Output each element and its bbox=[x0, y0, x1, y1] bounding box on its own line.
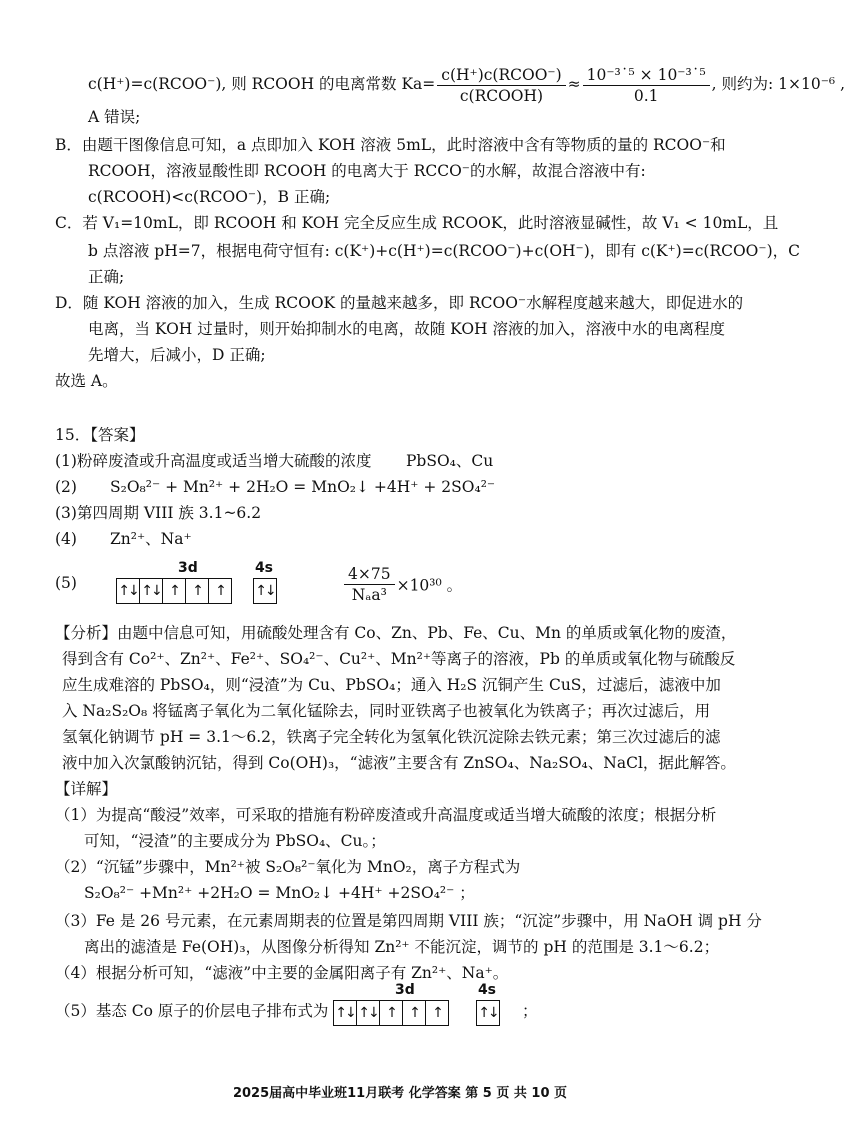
orbital-3d-label: 3d bbox=[178, 560, 198, 576]
answer-1-products: PbSO₄、Cu bbox=[406, 452, 494, 470]
detail-orbital-3d-box: ↑ bbox=[432, 1005, 442, 1021]
analysis-line2: 得到含有 Co²⁺、Zn²⁺、Fe²⁺、SO₄²⁻、Cu²⁺、Mn²⁺等离子的溶液，Pb 的单质或氧化物与硫酸反 bbox=[62, 650, 736, 668]
answer-5-label: (5) bbox=[55, 574, 77, 592]
answer-2-equation: S₂O₈²⁻ + Mn²⁺ + 2H₂O = MnO₂↓ +4H⁺ + 2SO₄²⁻ bbox=[110, 478, 496, 496]
density-multiplier: ×10³⁰ 。 bbox=[396, 576, 463, 595]
answer-3: (3)第四周期 VIII 族 3.1~6.2 bbox=[55, 504, 262, 522]
detail-4: （4）根据分析可知，“滤液”中主要的金属阳离子有 Zn²⁺、Na⁺。 bbox=[55, 964, 509, 982]
orbital-4s-boxes bbox=[253, 578, 277, 604]
detail-1b: 可知，“浸渣”的主要成分为 PbSO₄、Cu。； bbox=[84, 832, 386, 850]
orbital-3d-boxes bbox=[116, 578, 232, 604]
answer-4-ions: Zn²⁺、Na⁺ bbox=[110, 530, 192, 548]
ka-fraction bbox=[437, 65, 565, 106]
option-d-line2: 电离，当 KOH 过量时，则开始抑制水的电离，故随 KOH 溶液的加入，溶液中水的电离程度 bbox=[88, 320, 725, 338]
analysis-line6: 液中加入次氯酸钠沉钴，得到 Co(OH)₃，“滤液”主要含有 ZnSO₄、Na₂SO₄、NaCl，据此解答。 bbox=[62, 754, 736, 772]
ka-result-text: , 则约为: 1×10⁻⁶ , bbox=[711, 75, 845, 93]
density-numerator: 4×75 bbox=[344, 564, 395, 585]
analysis-line4: 入 Na₂S₂O₈ 将锰离子氧化为二氧化锰除去，同时亚铁离子也被氧化为铁离子；再次过滤后，用 bbox=[62, 702, 711, 720]
orbital-3d-box: ↑ bbox=[186, 579, 209, 603]
option-b-line3: c(RCOOH)<c(RCOO⁻)，B 正确; bbox=[88, 188, 331, 206]
option-d-line3: 先增大，后减小，D 正确; bbox=[88, 346, 266, 364]
answer-4-label: (4) bbox=[55, 530, 77, 548]
q15-header: 15．【答案】 bbox=[55, 426, 145, 444]
detail-5-end: ； bbox=[522, 1002, 538, 1020]
detail-orbital-3d-box: ↑ bbox=[403, 1001, 426, 1025]
orbital-3d-group bbox=[116, 560, 232, 604]
orbital-3d-box: ↑↓ bbox=[117, 579, 140, 603]
detail-orbital-3d-box: ↑ bbox=[380, 1001, 403, 1025]
answer-5-density bbox=[342, 564, 462, 605]
ka-intro-text: c(H⁺)=c(RCOO⁻), 则 RCOOH 的电离常数 Ka= bbox=[88, 75, 436, 93]
analysis-line1: 【分析】由题中信息可知，用硫酸处理含有 Co、Zn、Pb、Fe、Cu、Mn 的单质或氧化物的废渣， bbox=[55, 624, 737, 642]
density-denominator: Nₐa³ bbox=[351, 586, 387, 604]
option-a-verdict: A 错误; bbox=[88, 108, 141, 126]
option-c-line1: C．若 V₁=10mL，即 RCOOH 和 KOH 完全反应生成 RCOOK，此时溶液显碱性，故 V₁ < 10mL，且 bbox=[55, 214, 779, 232]
answer-5-orbital-diagram bbox=[116, 560, 277, 604]
ka-denominator: c(RCOOH) bbox=[459, 86, 544, 105]
ka-value-denominator: 0.1 bbox=[633, 86, 659, 105]
choose-answer: 故选 A。 bbox=[55, 372, 118, 390]
option-b-line1: B．由题干图像信息可知，a 点即加入 KOH 溶液 5mL，此时溶液中含有等物质的量的 RCOO⁻和 bbox=[55, 136, 726, 154]
detail-header: 【详解】 bbox=[55, 780, 118, 798]
detail-5-text: （5）基态 Co 原子的价层电子排布式为 bbox=[55, 1002, 329, 1020]
orbital-4s-group bbox=[253, 560, 277, 604]
detail-orbital-3d-box: ↑↓ bbox=[334, 1001, 357, 1025]
analysis-line3: 应生成难溶的 PbSO₄，则“浸渣”为 Cu、PbSO₄；通入 H₂S 沉铜产生 CuS，过滤后，滤液中加 bbox=[62, 676, 721, 694]
ka-numerator: c(H⁺)c(RCOO⁻) bbox=[437, 65, 565, 86]
analysis-line5: 氢氧化钠调节 pH = 3.1～6.2，铁离子完全转化为氢氧化铁沉淀除去铁元素；第三次过滤后的滤 bbox=[62, 728, 721, 746]
option-c-line3: 正确; bbox=[88, 268, 125, 286]
detail-orbital-4s-group bbox=[476, 982, 500, 1026]
ka-expression-line bbox=[88, 62, 845, 106]
detail-orbital-3d-boxes bbox=[333, 1000, 449, 1026]
ka-value-fraction bbox=[583, 65, 710, 106]
detail-orbital-4s-box: ↑↓ bbox=[478, 1005, 498, 1021]
orbital-4s-box: ↑↓ bbox=[255, 583, 275, 599]
orbital-4s-label: 4s bbox=[254, 560, 274, 576]
page-footer: 2025届高中毕业班11月联考 化学答案 第 5 页 共 10 页 bbox=[232, 1086, 568, 1101]
answer-2-label: (2) bbox=[55, 478, 77, 496]
detail-orbital-4s-label: 4s bbox=[477, 982, 497, 998]
detail-orbital-3d-group bbox=[333, 982, 449, 1026]
detail-orbital-4s-boxes bbox=[476, 1000, 500, 1026]
detail-3a: （3）Fe 是 26 号元素，在元素周期表的位置是第四周期 VIII 族；“沉淀”步骤中，用 NaOH 调 pH 分 bbox=[55, 912, 762, 930]
detail-orbital-3d-label: 3d bbox=[395, 982, 415, 998]
detail-5-orbital-diagram bbox=[333, 982, 500, 1026]
ka-value-numerator: 10⁻³˙⁵ × 10⁻³˙⁵ bbox=[583, 65, 710, 86]
density-fraction bbox=[344, 564, 395, 605]
orbital-3d-box: ↑ bbox=[215, 583, 225, 599]
detail-3b: 离出的滤渣是 Fe(OH)₃，从图像分析得知 Zn²⁺ 不能沉淀，调节的 pH 的范围是 3.1～6.2； bbox=[84, 938, 720, 956]
option-c-line2: b 点溶液 pH=7，根据电荷守恒有: c(K⁺)+c(H⁺)=c(RCOO⁻)+c(OH⁻)，即有 c(K⁺)=c(RCOO⁻)，C bbox=[88, 242, 800, 260]
detail-2a: （2）“沉锰”步骤中，Mn²⁺被 S₂O₈²⁻氧化为 MnO₂，离子方程式为 bbox=[55, 858, 521, 876]
option-b-line2: RCOOH，溶液显酸性即 RCOOH 的电离大于 RCCO⁻的水解，故混合溶液中有: bbox=[88, 162, 646, 180]
approx-sign: ≈ bbox=[567, 75, 581, 93]
detail-orbital-3d-box: ↑↓ bbox=[357, 1001, 380, 1025]
detail-2b: S₂O₈²⁻ +Mn²⁺ +2H₂O = MnO₂↓ +4H⁺ +2SO₄²⁻ ； bbox=[84, 884, 475, 902]
detail-1a: （1）为提高“酸浸”效率，可采取的措施有粉碎废渣或升高温度或适当增大硫酸的浓度；根据分析 bbox=[55, 806, 717, 824]
answer-1: (1)粉碎废渣或升高温度或适当增大硫酸的浓度 bbox=[55, 452, 372, 470]
orbital-3d-box: ↑ bbox=[163, 579, 186, 603]
orbital-3d-box: ↑↓ bbox=[140, 579, 163, 603]
option-d-line1: D．随 KOH 溶液的加入，生成 RCOOK 的量越来越多，即 RCOO⁻水解程度越来越大，即促进水的 bbox=[55, 294, 744, 312]
